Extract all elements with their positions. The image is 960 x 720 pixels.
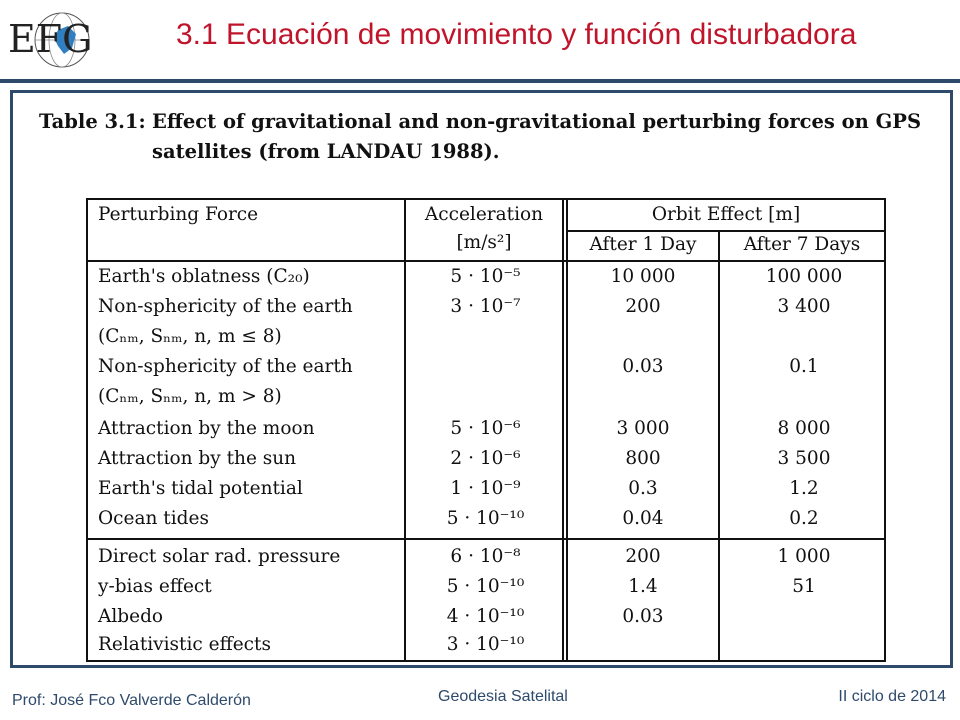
table-row [88,602,884,632]
content-frame [10,90,953,668]
group-rule [88,538,884,540]
cell-acceleration: 4 · 10⁻¹⁰ [446,606,525,627]
table-row [88,262,884,292]
table-row [88,572,884,602]
cell-force: (Cₙₘ, Sₙₘ, n, m ≤ 8) [98,326,282,347]
cell-force: Relativistic effects [98,634,271,655]
caption-label: Table 3.1: [39,110,146,133]
header-divider [0,79,960,83]
header-acceleration-unit: [m/s²] [456,232,512,253]
cell-after-7-days: 51 [792,576,816,597]
table-row [88,630,884,660]
cell-after-7-days: 3 400 [777,296,831,317]
logo-lettering: EFG [8,17,93,61]
cell-acceleration: 6 · 10⁻⁸ [450,546,521,567]
efg-logo [6,8,118,72]
footer-author: Prof: José Fco Valverde Calderón [12,692,251,709]
table-row [88,542,884,572]
cell-acceleration: 3 · 10⁻¹⁰ [446,634,525,655]
cell-after-7-days: 1.2 [789,478,819,499]
logo-graphic [6,8,118,72]
footer-term: II ciclo de 2014 [838,688,946,705]
cell-acceleration: 5 · 10⁻¹⁰ [446,508,525,529]
header-perturbing-force: Perturbing Force [98,204,259,225]
cell-force: y-bias effect [98,576,212,597]
cell-after-1-day: 3 000 [616,418,670,439]
cell-after-1-day: 10 000 [610,266,676,287]
cell-after-1-day: 200 [625,296,661,317]
cell-acceleration: 1 · 10⁻⁹ [450,478,521,499]
cell-force: Albedo [98,606,164,627]
header-acceleration: Acceleration [424,204,544,225]
table-row [88,382,884,412]
cell-after-1-day: 200 [625,546,661,567]
header-after-1-day: After 1 Day [589,234,697,255]
cell-after-1-day: 0.03 [622,356,664,377]
caption-line-2: satellites (from LANDAU 1988). [152,140,500,163]
cell-after-1-day: 0.04 [622,508,664,529]
cell-force: Attraction by the sun [98,448,297,469]
table-row [88,474,884,504]
cell-force: Direct solar rad. pressure [98,546,341,567]
cell-force: Ocean tides [98,508,209,529]
table-row [88,444,884,474]
cell-after-1-day: 800 [625,448,661,469]
table-row [88,504,884,534]
cell-after-7-days: 8 000 [777,418,831,439]
header-orbit-effect: Orbit Effect [m] [651,204,801,225]
header-after-7-days: After 7 Days [743,234,861,255]
cell-after-1-day: 1.4 [628,576,658,597]
slide-title: 3.1 Ecuación de movimiento y función disturbadora [176,18,857,51]
cell-acceleration: 5 · 10⁻¹⁰ [446,576,525,597]
cell-force: Non-sphericity of the earth [98,356,353,377]
footer-course: Geodesia Satelital [438,688,568,705]
cell-acceleration: 2 · 10⁻⁶ [450,448,521,469]
cell-after-1-day: 0.03 [622,606,664,627]
cell-force: Earth's tidal potential [98,478,303,499]
cell-after-7-days: 3 500 [777,448,831,469]
perturbation-table [86,198,886,662]
table-row [88,414,884,444]
cell-after-7-days: 1 000 [777,546,831,567]
cell-force: Non-sphericity of the earth [98,296,353,317]
cell-force: Attraction by the moon [98,418,315,439]
cell-force: Earth's oblatness (C₂₀) [98,266,310,287]
cell-acceleration: 5 · 10⁻⁵ [450,266,521,287]
cell-after-1-day: 0.3 [628,478,658,499]
cell-after-7-days: 0.1 [789,356,819,377]
cell-force: (Cₙₘ, Sₙₘ, n, m > 8) [98,386,282,407]
table-row [88,322,884,352]
table-row [88,292,884,322]
cell-acceleration: 3 · 10⁻⁷ [450,296,521,317]
cell-acceleration: 5 · 10⁻⁶ [450,418,521,439]
cell-after-7-days: 0.2 [789,508,819,529]
table-row [88,352,884,382]
caption-line-1: Effect of gravitational and non-gravitational perturbing forces on GPS [152,110,922,133]
cell-after-7-days: 100 000 [765,266,843,287]
